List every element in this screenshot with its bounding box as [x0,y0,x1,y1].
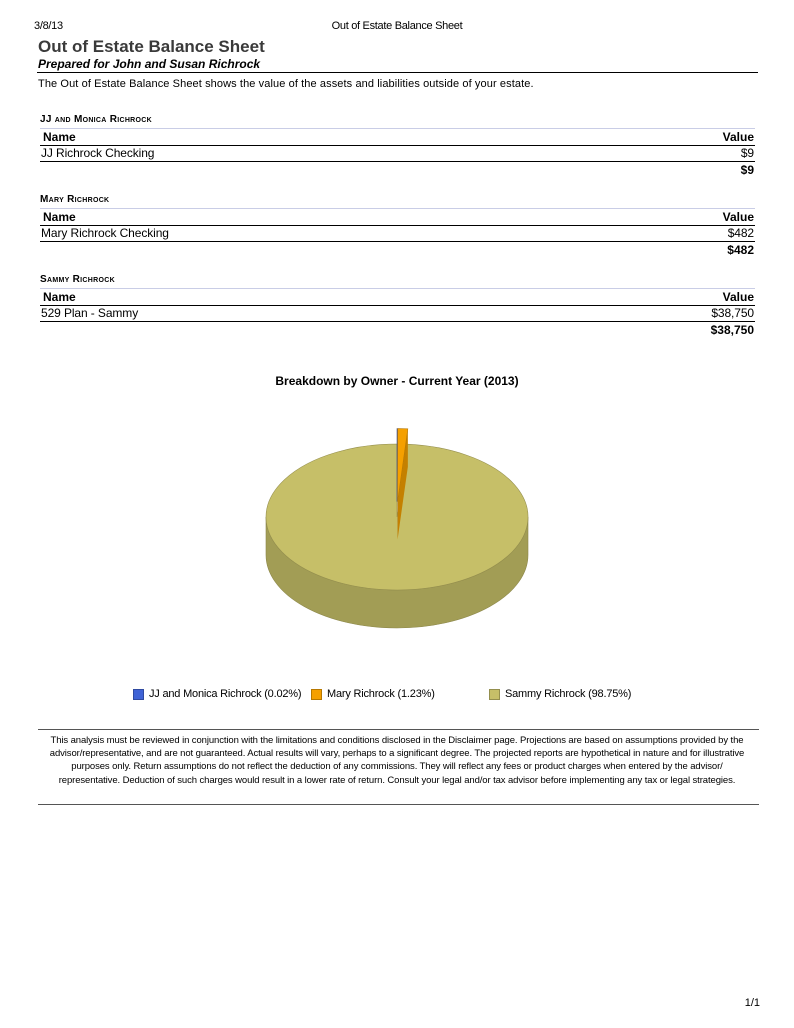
column-header-name: Name [43,210,76,224]
disclaimer-bottom-rule [38,804,759,805]
table-row [40,146,755,161]
section-divider [40,128,755,129]
asset-value: $482 [727,226,754,240]
table-header [40,130,755,145]
section-title: JJ and Monica Richrock [40,114,152,125]
section-title: Sammy Richrock [40,274,115,285]
page-number: 1/1 [744,997,760,1009]
legend-label: JJ and Monica Richrock (0.02%) [149,688,302,700]
legend-swatch [489,689,500,700]
column-header-name: Name [43,290,76,304]
table-row [40,306,755,321]
report-subtitle: Prepared for John and Susan Richrock [38,57,261,71]
column-header-value: Value [722,130,754,144]
pie-chart [0,390,794,670]
asset-name: 529 Plan - Sammy [41,306,139,320]
table-row [40,226,755,241]
section-divider [40,288,755,289]
title-divider [37,72,758,73]
column-header-value: Value [722,290,754,304]
legend-item-sammy [489,688,631,700]
print-header-title: Out of Estate Balance Sheet [331,20,463,32]
section-total: $9 [740,163,754,177]
asset-name: JJ Richrock Checking [41,146,155,160]
asset-value: $9 [740,146,754,160]
section-title: Mary Richrock [40,194,110,205]
owner-section-mary [40,194,755,258]
disclaimer-top-rule [38,729,759,730]
section-total: $482 [727,243,754,257]
table-header [40,210,755,225]
chart-title: Breakdown by Owner - Current Year (2013) [275,374,519,388]
legend-item-mary [311,688,435,700]
row-divider [40,321,755,322]
column-header-value: Value [722,210,754,224]
legend-swatch [311,689,322,700]
legend-item-jj-monica [133,688,301,700]
section-total: $38,750 [710,323,754,337]
print-date: 3/8/13 [34,20,63,32]
report-title: Out of Estate Balance Sheet [38,37,265,56]
asset-value: $38,750 [711,306,754,320]
legend-swatch [133,689,144,700]
legend-label: Mary Richrock (1.23%) [327,688,435,700]
row-divider [40,241,755,242]
legend-label: Sammy Richrock (98.75%) [505,688,632,700]
disclaimer-text: This analysis must be reviewed in conjunction with the limitations and conditions disclosed in the Disclaimer page. Projections are based on assumptions provided by the advisor/representative, and are not guaranteed. Actual results will vary, perhaps to a significant degree. The projected reports are hypothetical in nature and for illustrative purposes only. Return assumptions do not reflect the deduction of any commissions. They will reflect any fees or product charges when entered by the advisor/ representative. Deduction of such charges would result in a lower rate of return. Consult your legal and/or tax advisor before implementing any tax or legal strategies. [49,735,745,786]
asset-name: Mary Richrock Checking [41,226,169,240]
column-header-name: Name [43,130,76,144]
owner-section-jj-monica [40,114,755,178]
table-header [40,290,755,305]
row-divider [40,161,755,162]
owner-section-sammy [40,274,755,338]
section-divider [40,208,755,209]
report-description: The Out of Estate Balance Sheet shows the value of the assets and liabilities outside of your estate. [38,78,534,90]
